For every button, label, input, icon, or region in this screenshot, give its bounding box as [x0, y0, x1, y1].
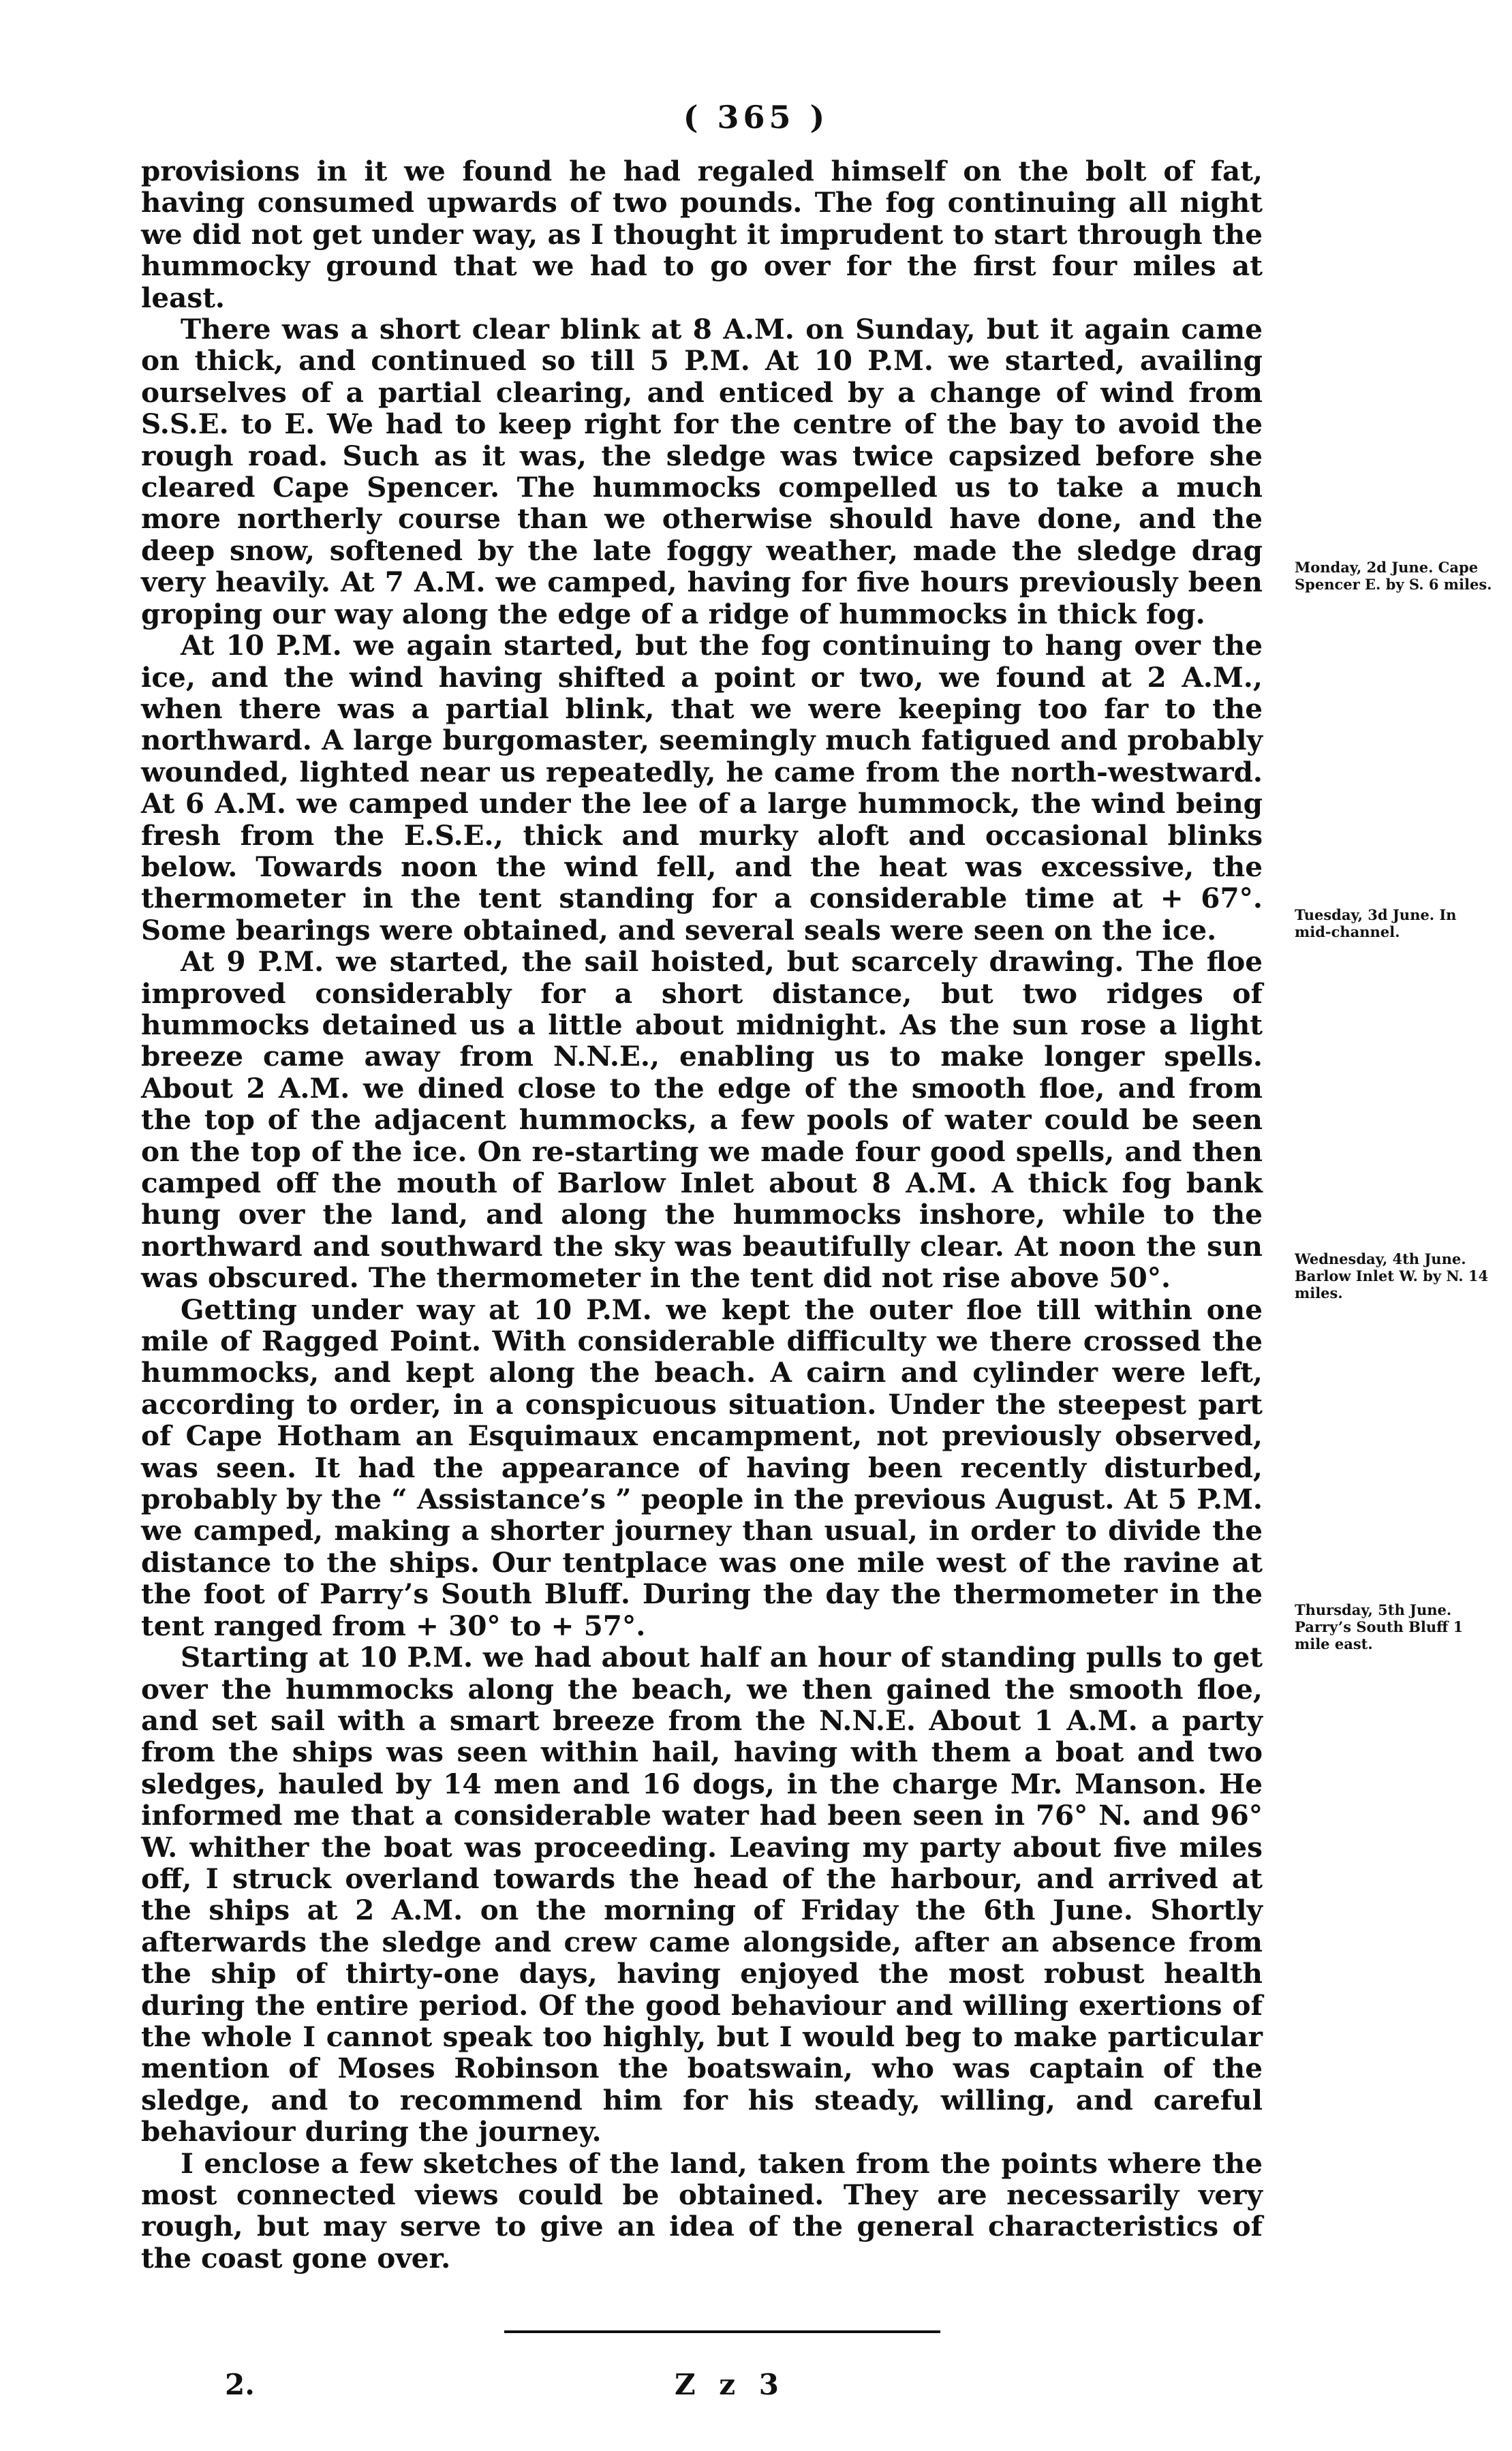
paragraph-1: provisions in it we found he had regaled himself on the bolt of fat, having consumed upwards of two pounds. The fog continuing all night we did not get under way, as I thought it imprudent to start through the hummocky ground that we had to go over for the first four miles at least. — [141, 155, 1263, 314]
margin-note-wednesday: Wednesday, 4th June. Barlow Inlet W. by N. 14 miles. — [1295, 1250, 1489, 1301]
paragraph-7: I enclose a few sketches of the land, taken from the points where the most connected views could be obtained. They are necessarily very rough, but may serve to give an idea of the general characteristics of the coast gone over. — [141, 2146, 1263, 2275]
paragraph-5: Getting under way at 10 P.M. we kept the outer floe till within one mile of Ragged Point. With considerable difficulty we there crossed the hummocks, and kept along the beach. A cairn and cylinder were left, according to order, in a conspicuous situation. Under the steepest part of Cape Hotham an Esquimaux encampment, not previously observed, was seen. It had the appearance of having been recently disturbed, probably by the “ Assistance’s ” people in the previous August. At 5 P.M. we camped, making a shorter journey than usual, in order to divide the distance to the ships. Our tentplace was one mile west of the ravine at the foot of Parry’s South Bluff. During the day the thermometer in the tent ranged from + 30° to + 57°. — [141, 1293, 1263, 1642]
footer-sheet-number: 2. — [225, 2368, 255, 2401]
margin-note-tuesday: Tuesday, 3d June. In mid-channel. — [1295, 906, 1457, 940]
footer-rule — [504, 2330, 940, 2333]
paragraph-6: Starting at 10 P.M. we had about half an hour of standing pulls to get over the hummocks along the beach, we then gained the smooth floe, and set sail with a smart breeze from the N.N.E. About 1 A.M. a party from the ships was seen within hail, having with them a boat and two sledges, hauled by 14 men and 16 dogs, in the charge Mr. Manson. He informed me that a considerable water had been seen in 76° N. and 96° W. whither the boat was proceeding. Leaving my party about five miles off, I struck overland towards the head of the harbour, and arrived at the ships at 2 A.M. on the morning of Friday the 6th June. Shortly afterwards the sledge and crew came alongside, after an absence from the ship of thirty-one days, having enjoyed the most robust health during the entire period. Of the good behaviour and willing exertions of the whole I cannot speak too highly, but I would beg to make particular mention of Moses Robinson the boatswain, who was captain of the sledge, and to recommend him for his steady, willing, and careful behaviour during the journey. — [141, 1641, 1263, 2148]
main-text — [141, 155, 1263, 2274]
margin-note-thursday: Thursday, 5th June. Parry’s South Bluff 1 mile east. — [1295, 1601, 1464, 1652]
paragraph-4: At 9 P.M. we started, the sail hoisted, but scarcely drawing. The floe improved considerably for a short distance, but two ridges of hummocks detained us a little about midnight. As the sun rose a light breeze came away from N.N.E., enabling us to make longer spells. About 2 A.M. we dined close to the edge of the smooth floe, and from the top of the adjacent hummocks, a few pools of water could be seen on the top of the ice. On re-starting we made four good spells, and then camped off the mouth of Barlow Inlet about 8 A.M. A thick fog bank hung over the land, and along the hummocks inshore, while to the northward and southward the sky was beautifully clear. At noon the sun was obscured. The thermometer in the tent did not rise above 50°. — [141, 945, 1263, 1295]
margin-note-monday: Monday, 2d June. Cape Spencer E. by S. 6 miles. — [1295, 559, 1492, 593]
page-number: ( 365 ) — [683, 99, 829, 136]
paragraph-2: There was a short clear blink at 8 A.M. on Sunday, but it again came on thick, and continued so till 5 P.M. At 10 P.M. we started, availing ourselves of a partial clearing, and enticed by a change of wind from S.S.E. to E. We had to keep right for the centre of the bay to avoid the rough road. Such as it was, the sledge was twice capsized before she cleared Cape Spencer. The hummocks compelled us to take a much more northerly course than we otherwise should have done, and the deep snow, softened by the late foggy weather, made the sledge drag very heavily. At 7 A.M. we camped, having for five hours previously been groping our way along the edge of a ridge of hummocks in thick fog. — [141, 313, 1263, 630]
footer-signature-mark: Z z 3 — [675, 2368, 786, 2401]
paragraph-3: At 10 P.M. we again started, but the fog continuing to hang over the ice, and the wind having shifted a point or two, we found at 2 A.M., when there was a partial blink, that we were keeping too far to the northward. A large burgomaster, seemingly much fatigued and probably wounded, lighted near us repeatedly, he came from the north-westward. At 6 A.M. we camped under the lee of a large hummock, the wind being fresh from the E.S.E., thick and murky aloft and occasional blinks below. Towards noon the wind fell, and the heat was excessive, the thermometer in the tent standing for a considerable time at + 67°. Some bearings were obtained, and several seals were seen on the ice. — [141, 629, 1263, 946]
